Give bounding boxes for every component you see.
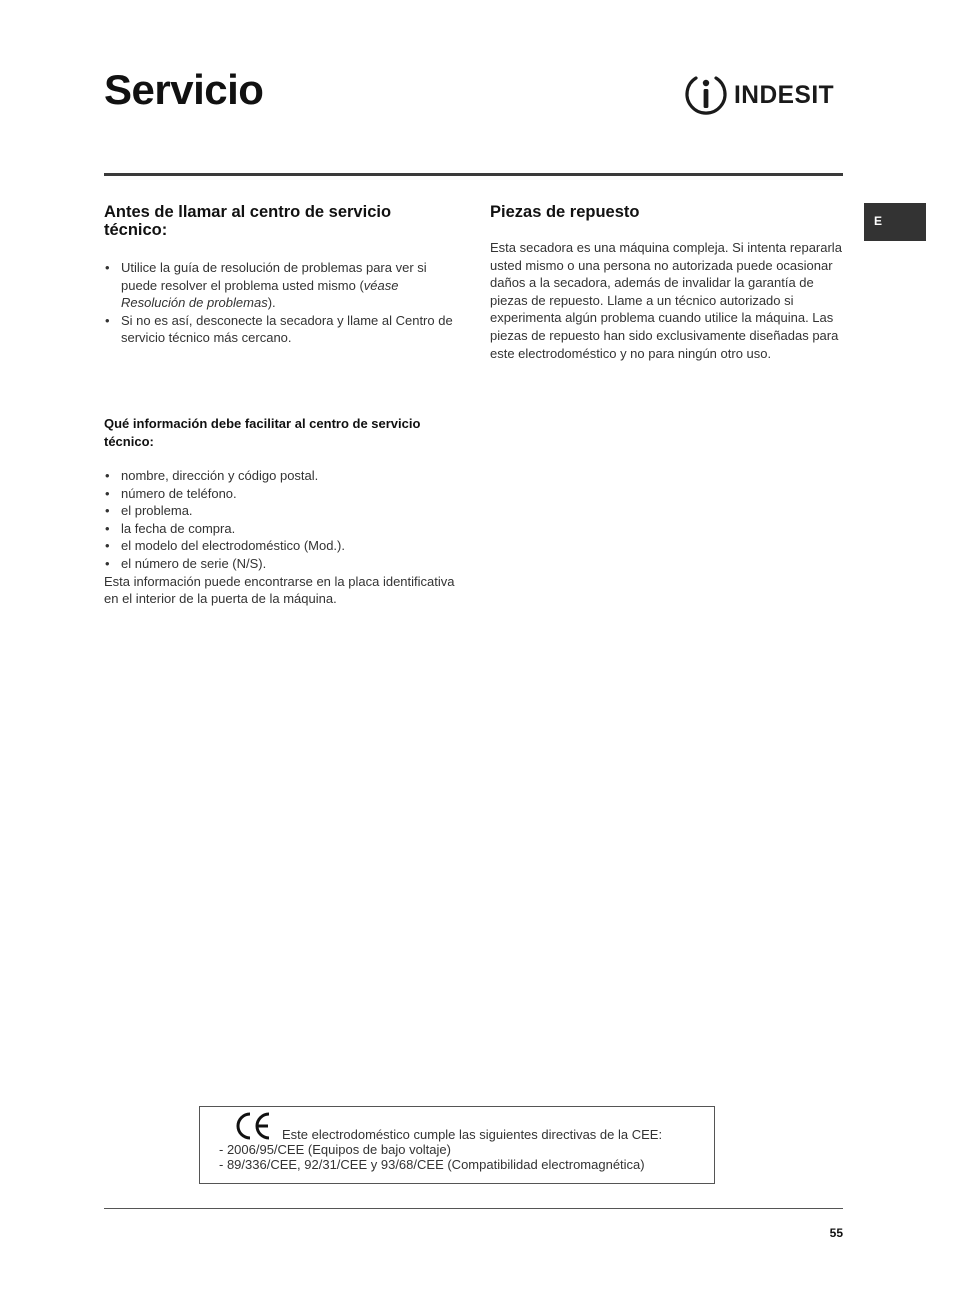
indesit-logo (684, 74, 844, 118)
spare-parts-paragraph: Esta secadora es una máquina compleja. Si intenta repararla usted mismo o una persona no autorizada puede ocasionar daños a la secadora, además de invalidar la garantía de piezas de repuesto. Llame a un técnico autorizado si experimenta algún problema cuando utilice la máquina. Las piezas de repuesto han sido exclusivamente diseñadas para este electrodoméstico y no para ningún otro uso. (490, 240, 842, 361)
ce-mark (234, 1111, 272, 1141)
list-item-text: ). (267, 295, 276, 311)
section-spare-parts (490, 203, 842, 362)
section-subheading: Qué información debe facilitar al centro de servicio técnico: (104, 416, 421, 449)
list-item (104, 259, 456, 312)
header-divider (104, 173, 843, 176)
page-number: 55 (829, 1226, 843, 1240)
ce-directive-line: - 89/336/CEE, 92/31/CEE y 93/68/CEE (Compatibilidad electromagnética) (219, 1157, 645, 1172)
list-item-text: Utilice la guía de resolución de problemas para ver si puede resolver el problema usted mismo ( (121, 260, 427, 293)
list-item-italic-ref: véase Resolución de problemas (121, 277, 399, 311)
section-heading: Piezas de repuesto (490, 203, 640, 221)
language-tab: E (864, 203, 926, 241)
brand-wordmark: INDESIT (734, 81, 835, 109)
list-item: • nombre, dirección y código postal. (104, 467, 456, 485)
list-item: • la fecha de compra. (104, 520, 456, 538)
list-item: • el número de serie (N/S). (104, 555, 456, 573)
footer-divider (104, 1208, 843, 1209)
list-item: • el problema. (104, 502, 456, 520)
info-location-text: Esta información puede encontrarse en la placa identificativa en el interior de la puerta de la máquina. (104, 573, 455, 607)
bullet-list (104, 467, 456, 573)
list-item: • número de teléfono. (104, 485, 456, 503)
bullet-list (104, 259, 456, 347)
ce-intro-text: Este electrodoméstico cumple las siguientes directivas de la CEE: (282, 1127, 663, 1142)
section-before-calling (104, 203, 456, 347)
list-item: • Si no es así, desconecte la secadora y llame al Centro de servicio técnico más cercano. (104, 312, 456, 347)
section-info-to-provide (104, 415, 456, 608)
list-item: • el modelo del electrodoméstico (Mod.). (104, 537, 456, 555)
page-title: Servicio (104, 66, 264, 113)
ce-directive-line: - 2006/95/CEE (Equipos de bajo voltaje) (219, 1142, 451, 1157)
ce-mark-icon (234, 1111, 272, 1141)
section-heading: Antes de llamar al centro de servicio técnico: (104, 203, 392, 239)
